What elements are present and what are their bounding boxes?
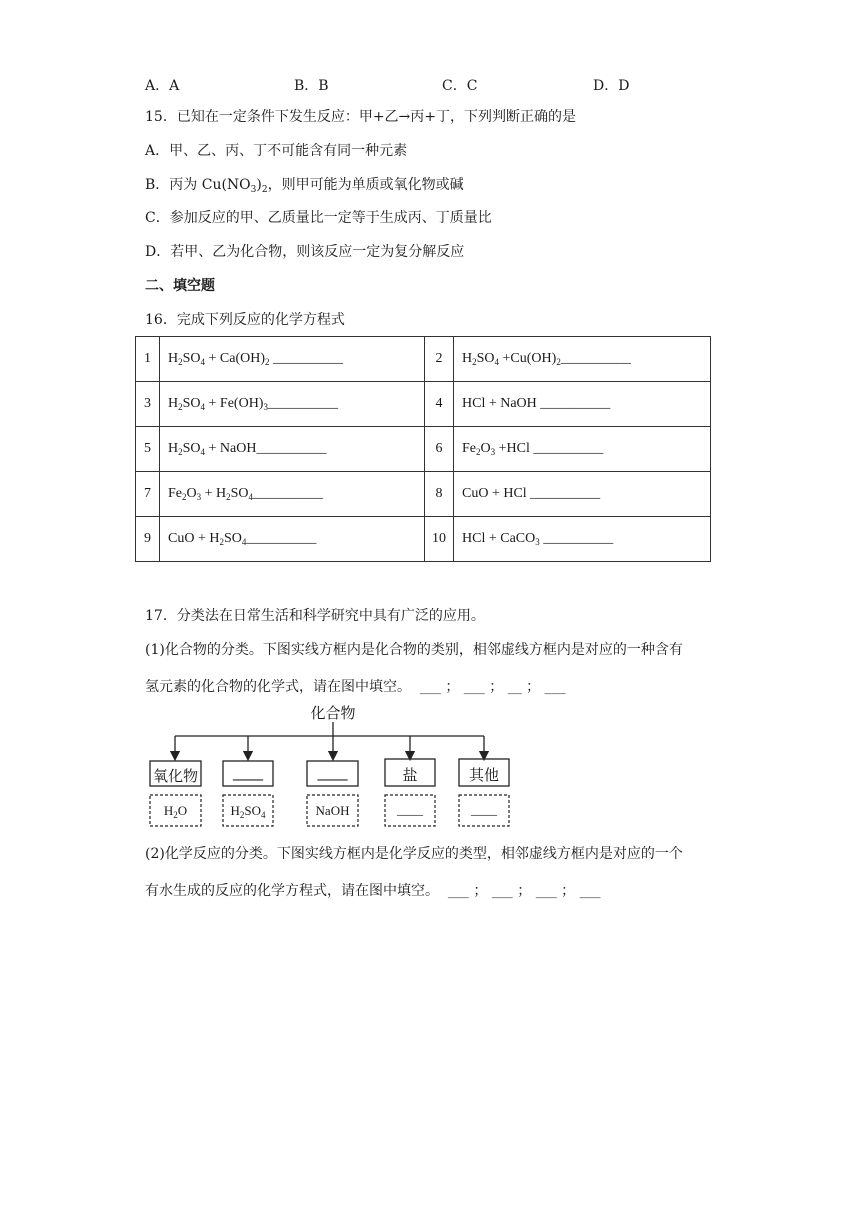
q15-option-c: C．参加反应的甲、乙质量比一定等于生成丙、丁质量比 bbox=[145, 210, 492, 226]
row-number: 3 bbox=[136, 382, 160, 427]
q15-option-b: B．丙为 $Cu(NO_3)_2$，则甲可能为单质或氧化物或碱 bbox=[145, 177, 464, 195]
q14-options bbox=[145, 75, 745, 93]
equation-cell: CuO + $H_2SO_4\_\_\_\_\_\_\_\_\_\_$ bbox=[160, 517, 425, 562]
row-number: 10 bbox=[425, 517, 454, 562]
classification-diagram bbox=[145, 698, 525, 833]
formula-sulfuric-acid: $H_2SO_4$ bbox=[230, 803, 266, 820]
equation-cell: $H_2SO_4$ + NaOH__________ bbox=[160, 427, 425, 472]
category-oxide: 氧化物 bbox=[152, 767, 198, 785]
q16-stem: 16．完成下列反应的化学方程式 bbox=[145, 312, 345, 328]
row-number: 4 bbox=[425, 382, 454, 427]
equation-cell: HCl + NaOH __________ bbox=[454, 382, 711, 427]
formula-blank-other[interactable]: ____ bbox=[471, 802, 497, 817]
q14-option-b: B．B bbox=[294, 78, 329, 94]
q14-option-c: C．C bbox=[442, 78, 478, 94]
category-blank-2[interactable]: ____ bbox=[317, 763, 348, 781]
q15-option-d: D．若甲、乙为化合物，则该反应一定为复分解反应 bbox=[145, 244, 465, 260]
q17-part1-line2: 氢元素的化合物的化学式，请在图中填空。 ___ ； ___ ； __ ； ___ bbox=[145, 679, 566, 695]
q14-option-a: A．A bbox=[145, 78, 180, 94]
section-title: 二、填空题 bbox=[145, 278, 215, 294]
q15-stem: 15．已知在一定条件下发生反应：甲+乙→丙+丁，下列判断正确的是 bbox=[145, 109, 577, 125]
equation-cell: CuO + HCl __________ bbox=[454, 472, 711, 517]
category-salt: 盐 bbox=[402, 766, 418, 784]
equation-cell: $H_2SO_4$ $+Cu(OH)_2\_\_\_\_\_\_\_\_\_\_$ bbox=[454, 337, 711, 382]
row-number: 8 bbox=[425, 472, 454, 517]
equation-cell: $Fe_2O_3 +HCl$ __________ bbox=[454, 427, 711, 472]
equation-cell: HCl + CaCO$_3$ __________ bbox=[454, 517, 711, 562]
row-number: 6 bbox=[425, 427, 454, 472]
row-number: 7 bbox=[136, 472, 160, 517]
answer-blanks[interactable]: ___ ； ___ ； __ ； ___ bbox=[419, 679, 566, 695]
q14-option-d: D．D bbox=[593, 78, 630, 94]
q17-stem: 17．分类法在日常生活和科学研究中具有广泛的应用。 bbox=[145, 608, 485, 624]
category-other: 其他 bbox=[468, 766, 499, 784]
formula-blank-salt[interactable]: ____ bbox=[397, 802, 423, 817]
equation-cell: $H_2SO_4$ + $Fe(OH)_3\_\_\_\_\_\_\_\_\_\_$ bbox=[160, 382, 425, 427]
equation-cell: $Fe_2O_3$ + $H_2SO_4\_\_\_\_\_\_\_\_\_\_$ bbox=[160, 472, 425, 517]
formula-sodium-hydroxide: NaOH bbox=[315, 803, 350, 818]
table-row bbox=[136, 382, 711, 427]
q17-part2-line2: 有水生成的反应的化学方程式，请在图中填空。 ___ ； ___ ； ___ ； ___ bbox=[145, 883, 601, 899]
reaction-table bbox=[135, 336, 711, 562]
q17-part1-line1: (1)化合物的分类。下图实线方框内是化合物的类别，相邻虚线方框内是对应的一种含有 bbox=[145, 642, 683, 658]
row-number: 5 bbox=[136, 427, 160, 472]
table-row bbox=[136, 472, 711, 517]
q15-option-a: A．甲、乙、丙、丁不可能含有同一种元素 bbox=[145, 143, 408, 159]
table-row bbox=[136, 517, 711, 562]
row-number: 9 bbox=[136, 517, 160, 562]
category-blank-1[interactable]: ____ bbox=[233, 763, 263, 781]
answer-blanks[interactable]: ___ ； ___ ； ___ ； ___ bbox=[447, 883, 601, 899]
row-number: 1 bbox=[136, 337, 160, 382]
row-number: 2 bbox=[425, 337, 454, 382]
table-row bbox=[136, 427, 711, 472]
diagram-root: 化合物 bbox=[310, 704, 356, 722]
formula-water: $H_2O$ bbox=[163, 803, 188, 820]
equation-cell: $H_2SO_4 + Ca(OH)_2$ __________ bbox=[160, 337, 425, 382]
table-row bbox=[136, 337, 711, 382]
q17-part2-line1: (2)化学反应的分类。下图实线方框内是化学反应的类型，相邻虚线方框内是对应的一个 bbox=[145, 846, 683, 862]
